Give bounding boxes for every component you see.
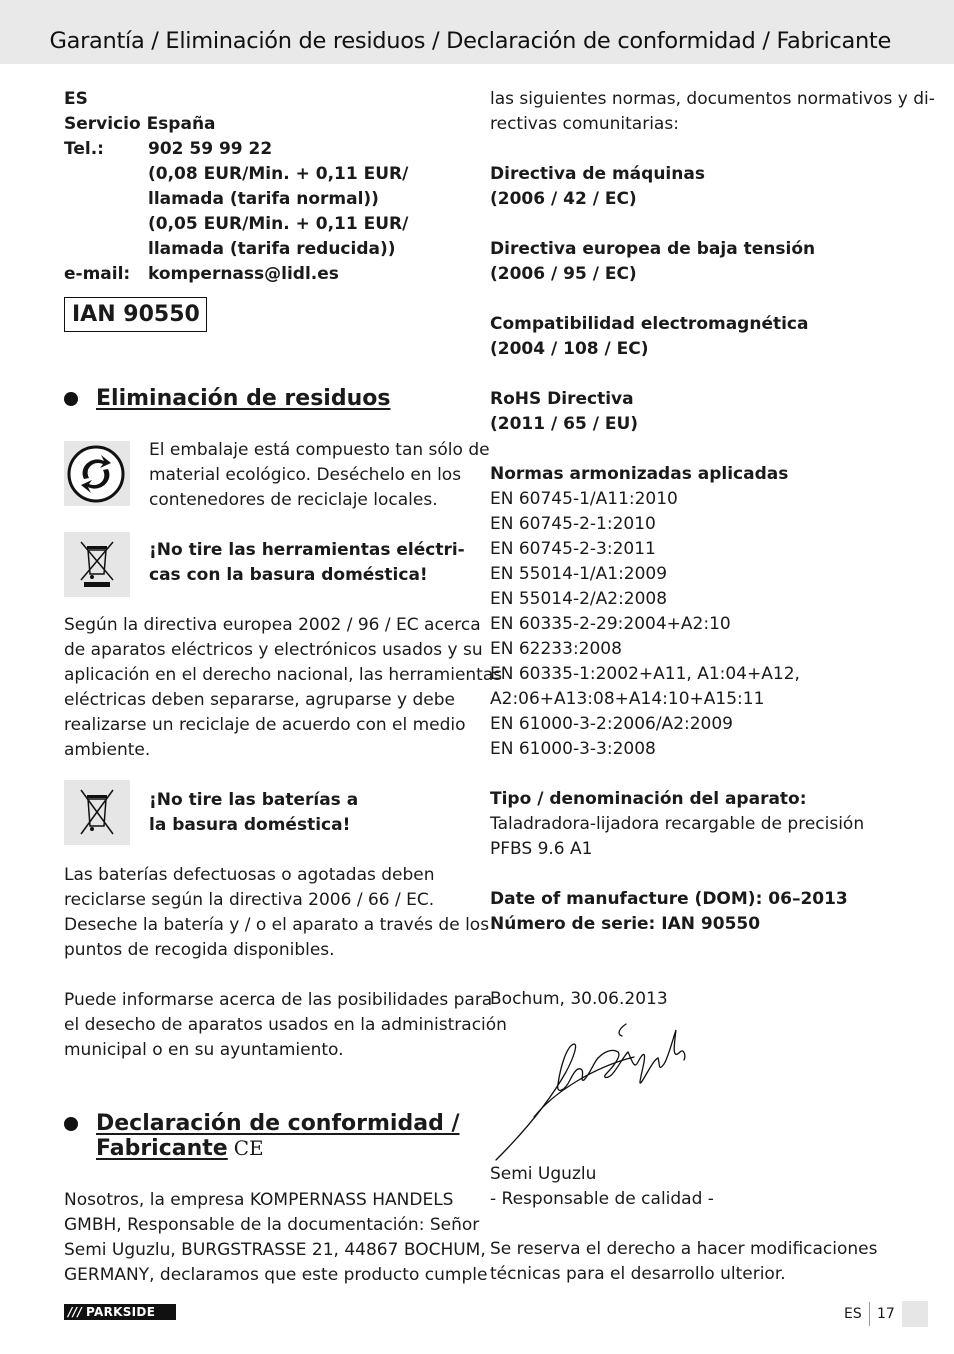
footer-tab-marker [902, 1301, 928, 1327]
text-line: rectivas comunitarias: [490, 114, 679, 134]
email-address: kompernass@lidl.es [148, 264, 339, 284]
ce-mark-icon: CE [233, 1136, 264, 1160]
text-line: contenedores de reciclaje locales. [149, 490, 438, 510]
battery-warning [149, 788, 358, 838]
text-line: municipal o en su ayuntamiento. [64, 1040, 344, 1060]
directive-name: RoHS Directiva [490, 389, 634, 409]
date-of-manufacture: Date of manufacture (DOM): 06–2013 [490, 889, 848, 909]
text-line: puntos de recogida disponibles. [64, 940, 335, 960]
signature-image [494, 1022, 694, 1166]
text-line: Se reserva el derecho a hacer modificaciones [490, 1239, 878, 1259]
email-label: e-mail: [64, 264, 131, 284]
crossed-bin-battery-icon [64, 780, 130, 845]
conformity-title-line1: Declaración de conformidad / [96, 1111, 460, 1136]
directive-number: (2006 / 95 / EC) [490, 264, 637, 284]
ian-box: IAN 90550 [64, 297, 207, 332]
standard-item: A2:06+A13:08+A14:10+A15:11 [490, 689, 765, 709]
text-line: Las baterías defectuosas o agotadas deben [64, 865, 435, 885]
tel-number: 902 59 99 22 [148, 139, 273, 159]
footer-divider [869, 1302, 870, 1326]
directive-name: Compatibilidad electromagnética [490, 314, 809, 334]
conformity-title-text: Fabricante [96, 1136, 228, 1161]
standard-item: EN 60745-1/A11:2010 [490, 489, 678, 509]
signer-name: Semi Uguzlu [490, 1164, 597, 1184]
text-line: GERMANY, declaramos que este producto cumple [64, 1265, 488, 1285]
page-number: 17 [877, 1306, 895, 1322]
type-value: Taladradora-lijadora recargable de precisión [490, 814, 865, 834]
directive-number: (2004 / 108 / EC) [490, 339, 649, 359]
text-line: eléctricas deben separarse, agruparse y debe [64, 690, 455, 710]
info-paragraph [64, 988, 507, 1063]
brand-name: PARKSIDE [86, 1305, 156, 1319]
logo-slashes-icon: /// [68, 1305, 83, 1319]
standard-item: EN 60335-1:2002+A11, A1:04+A12, [490, 664, 800, 684]
rate-line: llamada (tarifa normal)) [148, 189, 379, 209]
text-line: las siguientes normas, documentos normativos y di- [490, 89, 935, 109]
type-label: Tipo / denominación del aparato: [490, 789, 807, 809]
text-line: cas con la basura doméstica! [149, 565, 428, 585]
packaging-text [149, 438, 490, 513]
directive-name: Directiva europea de baja tensión [490, 239, 816, 259]
text-line: GMBH, Responsable de la documentación: Señor [64, 1215, 480, 1235]
directive-paragraph [64, 613, 503, 763]
text-line: El embalaje está compuesto tan sólo de [149, 440, 490, 460]
standard-item: EN 60335-2-29:2004+A2:10 [490, 614, 731, 634]
text-line: Nosotros, la empresa KOMPERNASS HANDELS [64, 1190, 454, 1210]
conformity-title-line2 [96, 1136, 264, 1161]
footer-language: ES [844, 1306, 862, 1322]
directive-number: (2011 / 65 / EU) [490, 414, 639, 434]
tools-warning [149, 538, 465, 588]
standard-item: EN 61000-3-2:2006/A2:2009 [490, 714, 733, 734]
standards-title: Normas armonizadas aplicadas [490, 464, 789, 484]
standard-item: EN 60745-2-1:2010 [490, 514, 656, 534]
standard-item: EN 62233:2008 [490, 639, 622, 659]
text-line: material ecológico. Deséchelo en los [149, 465, 462, 485]
tel-label: Tel.: [64, 139, 104, 159]
service-block [64, 87, 466, 287]
text-line: realizarse un reciclaje de acuerdo con el medio [64, 715, 466, 735]
text-line: reciclarse según la directiva 2006 / 66 / EC. [64, 890, 435, 910]
rate-line: (0,05 EUR/Min. + 0,11 EUR/ [148, 214, 409, 234]
bullet-icon [64, 392, 78, 406]
standard-item: EN 55014-2/A2:2008 [490, 589, 668, 609]
directive-name: Directiva de máquinas [490, 164, 705, 184]
standard-item: EN 55014-1/A1:2009 [490, 564, 668, 584]
text-line: el desecho de aparatos usados en la administración [64, 1015, 507, 1035]
disposal-heading [64, 386, 464, 414]
battery-paragraph [64, 863, 490, 963]
disposal-title: Eliminación de residuos [96, 386, 391, 411]
directive-number: (2006 / 42 / EC) [490, 189, 637, 209]
signer-role: - Responsable de calidad - [490, 1189, 714, 1209]
place-date: Bochum, 30.06.2013 [490, 989, 668, 1009]
rate-line: llamada (tarifa reducida)) [148, 239, 396, 259]
text-line: Según la directiva europea 2002 / 96 / EC acerca [64, 615, 481, 635]
service-name: Servicio España [64, 114, 216, 134]
text-line: Semi Uguzlu, BURGSTRASSE 21, 44867 BOCHUM, [64, 1240, 486, 1260]
text-line: Deseche la batería y / o el aparato a través de los [64, 915, 490, 935]
serial-number: Número de serie: IAN 90550 [490, 914, 761, 934]
text-line: de aparatos eléctricos y electrónicos usados y su [64, 640, 483, 660]
text-line: ¡No tire las baterías a [149, 790, 359, 810]
recycling-icon [64, 441, 130, 506]
page-title: Garantía / Eliminación de residuos / Declaración de conformidad / Fabricante [49, 28, 891, 54]
text-line: técnicas para el desarrollo ulterior. [490, 1264, 786, 1284]
text-line: Puede informarse acerca de las posibilidades para [64, 990, 493, 1010]
parkside-logo [64, 1304, 176, 1320]
type-model: PFBS 9.6 A1 [490, 839, 593, 859]
declaration-intro [64, 1188, 488, 1288]
rate-line: (0,08 EUR/Min. + 0,11 EUR/ [148, 164, 409, 184]
text-line: la basura doméstica! [149, 815, 351, 835]
service-country: ES [64, 89, 88, 109]
text-line: ¡No tire las herramientas eléctri- [149, 540, 465, 560]
conformity-heading [64, 1111, 464, 1165]
standard-item: EN 60745-2-3:2011 [490, 539, 656, 559]
crossed-bin-icon [64, 532, 130, 597]
bullet-icon [64, 1117, 78, 1131]
text-line: ambiente. [64, 740, 151, 760]
standard-item: EN 61000-3-3:2008 [490, 739, 656, 759]
text-line: aplicación en el derecho nacional, las herramientas [64, 665, 503, 685]
